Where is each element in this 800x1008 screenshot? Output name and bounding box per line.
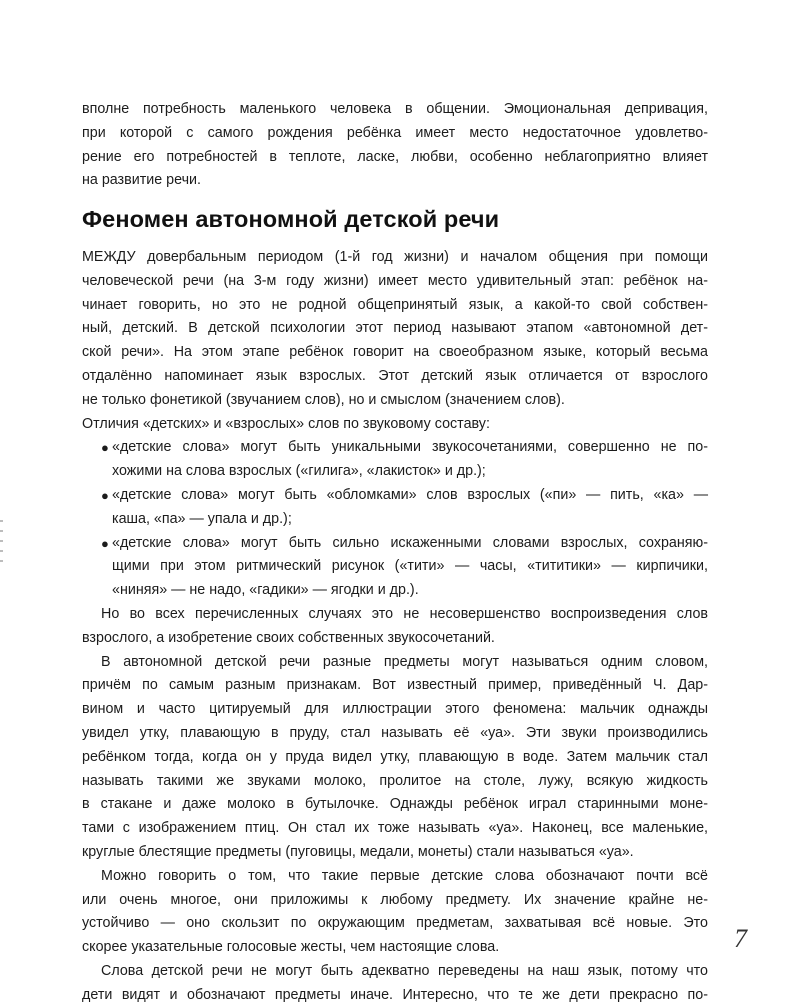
text-line: МЕЖДУ довербальным периодом (1-й год жизни) и началом общения при помощи <box>82 249 708 265</box>
text-line: устойчиво — оно скользит по окружающим предметам, захватывая всё новые. Это <box>82 915 708 932</box>
text-line: называть такими же звуками молоко, пролитое на столе, лужу, всякую жидкость <box>82 772 708 789</box>
list-item-continuation: хожими на слова взрослых («гилига», «лакисток» и др.); <box>112 463 486 480</box>
text-line: не только фонетикой (звучанием слов), но и смыслом (значением слов). <box>82 391 565 408</box>
text-line: человеческой речи (на 3-м году жизни) имеет место удивительный этап: ребёнок на- <box>82 272 708 289</box>
text-line: «детские слова» могут быть уникальными звукосочетаниями, совершенно не по- <box>112 439 708 456</box>
bullet-icon: ● <box>101 440 109 456</box>
list-item <box>82 436 708 460</box>
text-line: В автономной детской речи разные предметы могут называться одним словом, <box>101 653 708 670</box>
list-item-continuation: каша, «па» — упала и др.); <box>112 510 292 527</box>
list-item <box>82 532 708 556</box>
text-line: ный, детский. В детской психологии этот период называют этапом «автономной дет- <box>82 320 708 337</box>
section-heading: Феномен автономной детской речи <box>82 206 500 232</box>
text-line: взрослого, а изобретение своих собственных звукосочетаний. <box>82 629 495 646</box>
margin-marks <box>0 520 4 580</box>
text-line: в стакане и даже молоко в бутылочке. Однажды ребёнок играл старинными моне- <box>82 796 708 813</box>
section-body <box>82 246 708 1008</box>
text-line: рение его потребностей в теплоте, ласке, любви, особенно неблагоприятно влияет <box>82 148 708 165</box>
text-line: скорее указательные голосовые жесты, чем настоящие слова. <box>82 939 500 956</box>
text-line: Можно говорить о том, что такие первые детские слова обозначают почти всё <box>101 867 708 884</box>
text-line: на развитие речи. <box>82 172 201 189</box>
page-number: 7 <box>734 924 747 953</box>
bullet-icon: ● <box>101 535 109 551</box>
text-line: «детские слова» могут быть сильно искаженными словами взрослых, сохраняю- <box>112 534 708 551</box>
text-line: причём по самым разным признакам. Вот известный пример, приведённый Ч. Дар- <box>82 677 708 694</box>
text-line: круглые блестящие предметы (пуговицы, медали, монеты) стали называться «уа». <box>82 843 634 860</box>
text-line: тами с изображением птиц. Он стал их тоже называть «уа». Наконец, все маленькие, <box>82 820 708 837</box>
text-line: дети видят и обозначают предметы иначе. Интересно, что те же дети прекрасно по- <box>82 986 708 1003</box>
text-line: «детские слова» могут быть «обломками» слов взрослых («пи» — пить, «ка» — <box>112 486 708 503</box>
text-line: вполне потребность маленького человека в общении. Эмоциональная депривация, <box>82 101 708 117</box>
text-line: Слова детской речи не могут быть адекватно переведены на наш язык, потому что <box>101 962 708 979</box>
list-intro: Отличия «детских» и «взрослых» слов по звуковому составу: <box>82 415 490 432</box>
list-item-continuation: «ниняя» — не надо, «гадики» — ягодки и др.). <box>112 582 419 599</box>
bullet-icon: ● <box>101 487 109 503</box>
text-line: Но во всех перечисленных случаях это не несовершенство воспроизведения слов <box>101 605 708 622</box>
text-line: ской речи». На этом этапе ребёнок говорит на своеобразном языке, который весьма <box>82 344 708 361</box>
text-line: увидел утку, плавающую в пруду, стал называть её «уа». Эти звуки производились <box>82 724 708 741</box>
text-line: ребёнком тогда, когда он у пруда видел утку, плавающую в воде. Затем мальчик стал <box>82 748 708 765</box>
text-line: отдалённо напоминает язык взрослых. Этот детский язык отличается от взрослого <box>82 367 708 384</box>
text-line: вином и часто цитируемый для иллюстрации этого феномена: мальчик однажды <box>82 701 708 718</box>
text-line: при которой с самого рождения ребёнка имеет место недостаточное удовлетво- <box>82 124 708 141</box>
list-item <box>82 484 708 508</box>
list-item-continuation: щими при этом ритмический рисунок («тити» — часы, «тититики» — кирпичики, <box>112 558 708 575</box>
text-line: или очень многое, они приложимы к любому предмету. Их значение крайне не- <box>82 891 708 908</box>
text-line: чинает говорить, но это не родной общепринятый язык, а какой-то свой собствен- <box>82 296 708 313</box>
intro-paragraph <box>82 98 708 193</box>
